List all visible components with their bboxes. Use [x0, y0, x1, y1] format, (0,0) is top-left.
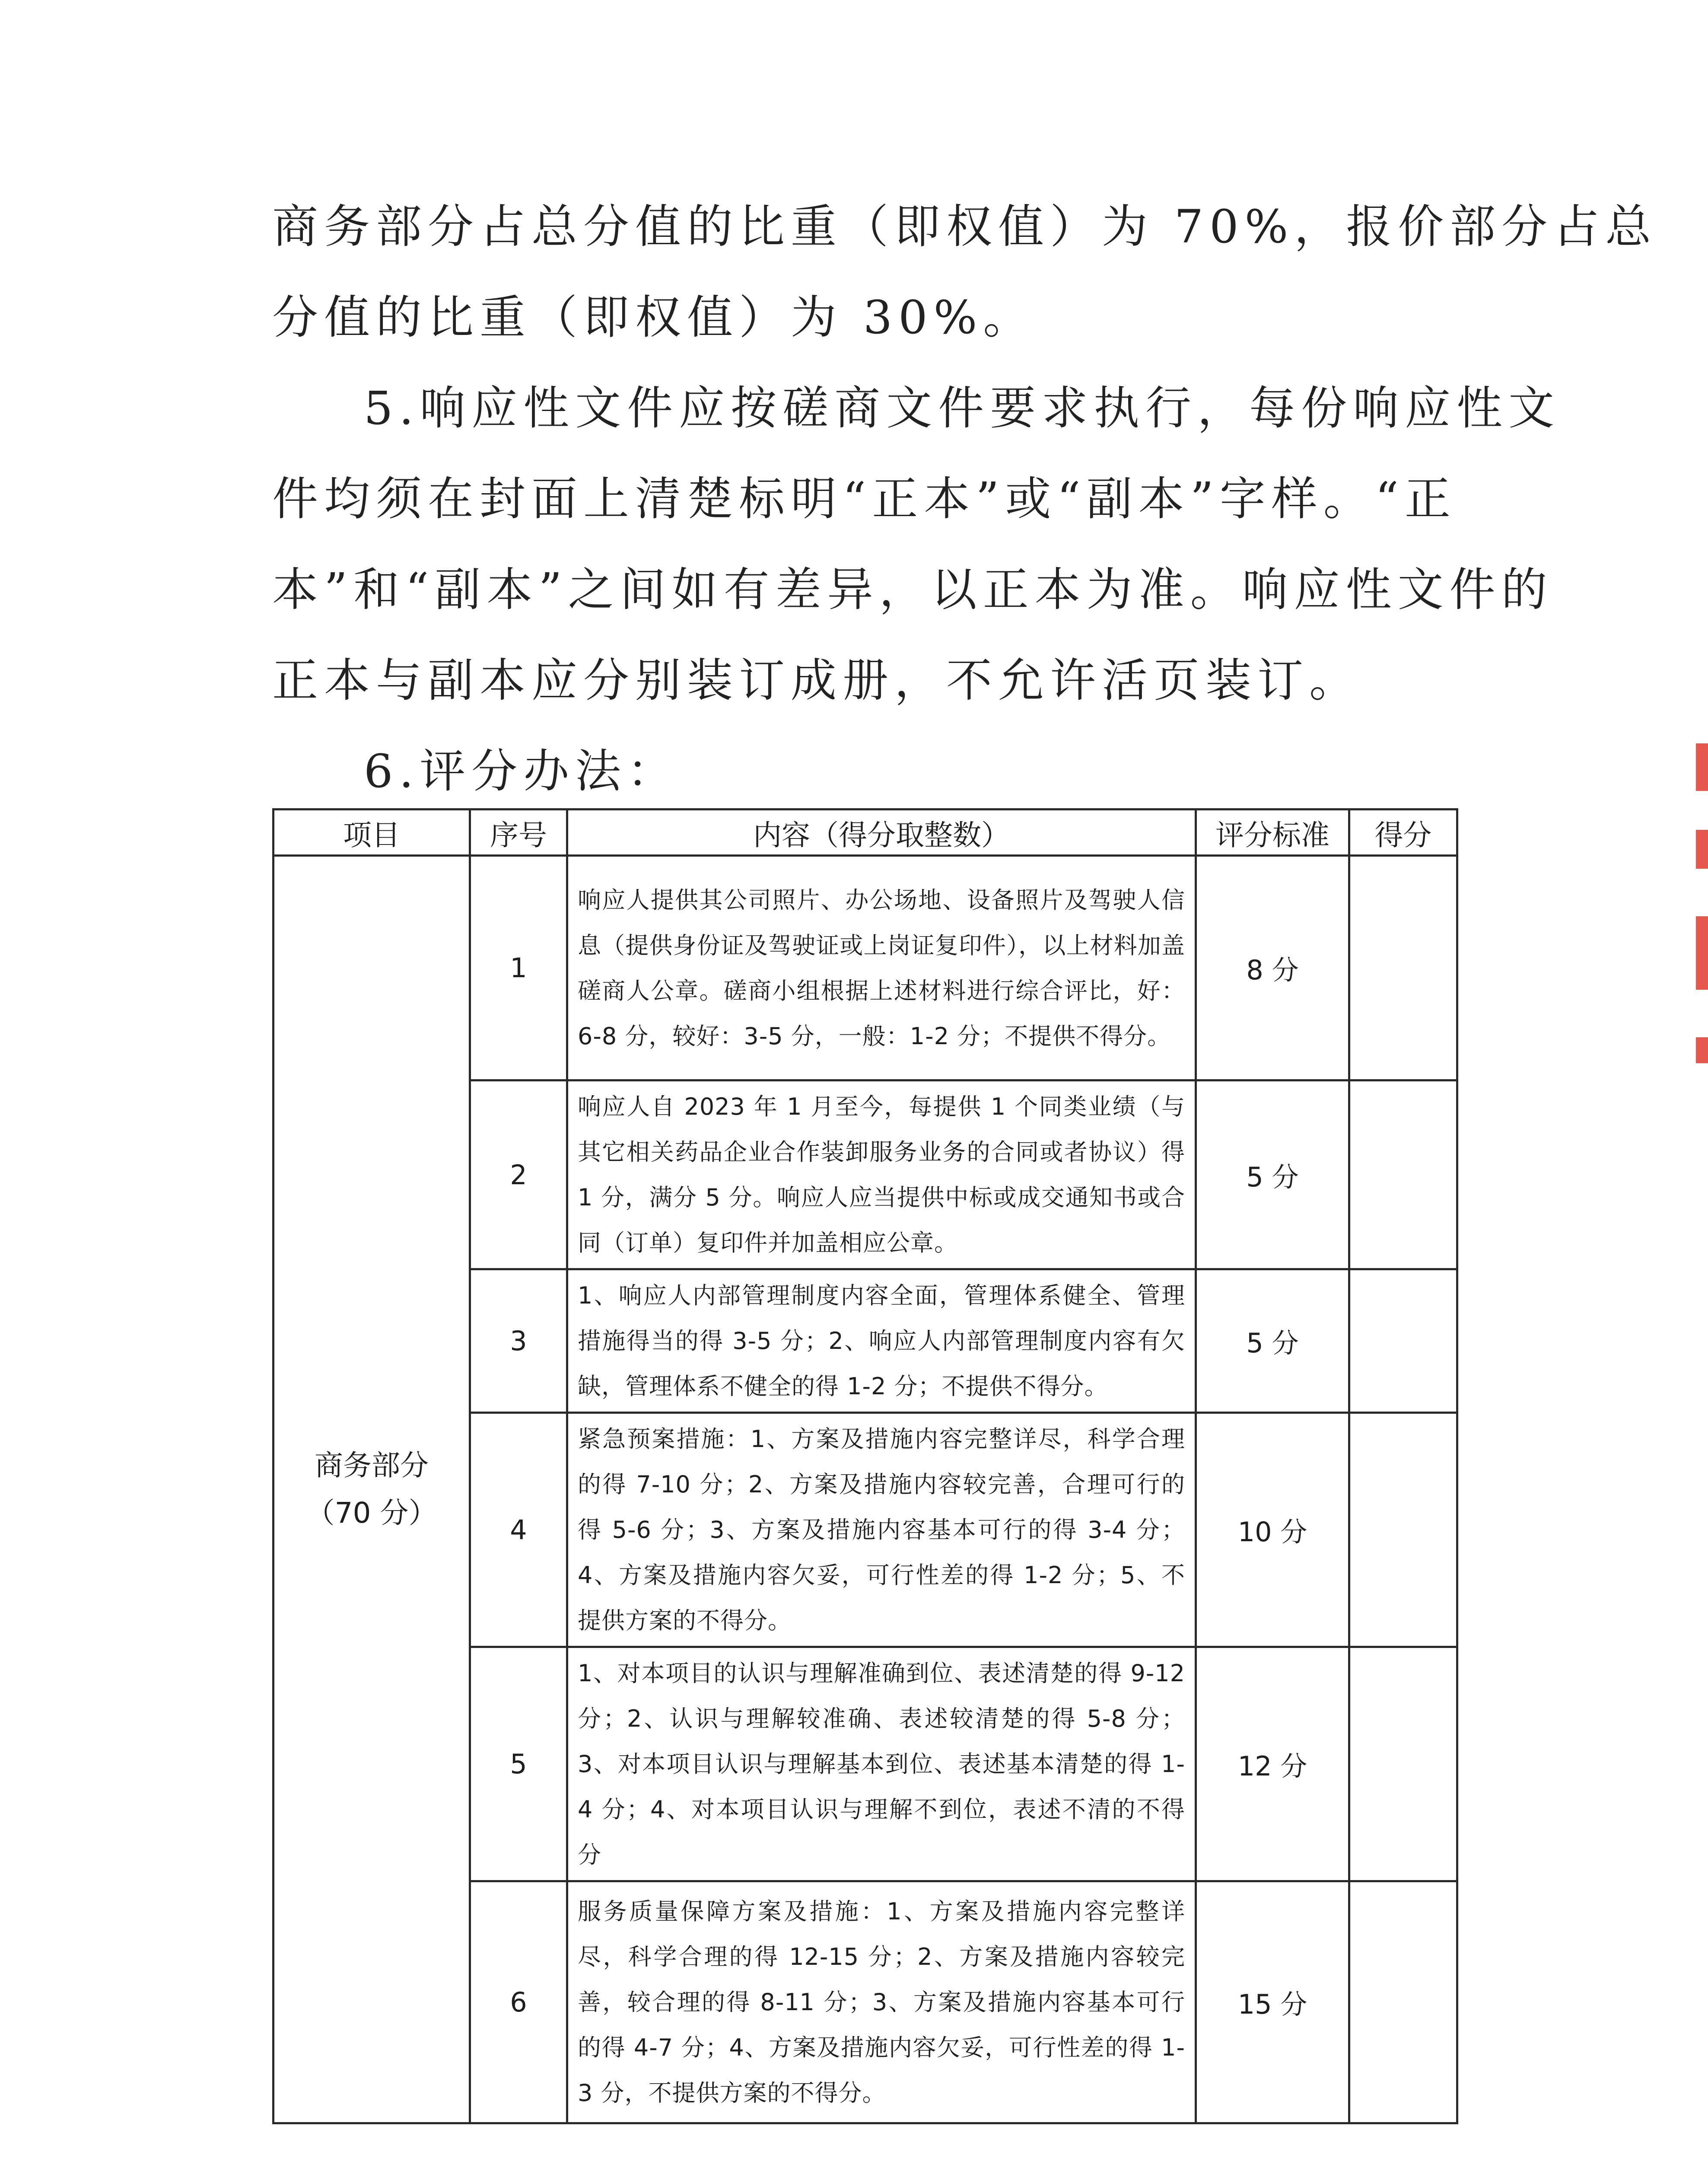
header-content: 内容（得分取整数）: [567, 810, 1196, 856]
row-number: 6: [470, 1881, 567, 2123]
row-number: 5: [470, 1647, 567, 1881]
row-number: 1: [470, 856, 567, 1080]
row-standard: 15 分: [1196, 1881, 1349, 2123]
row-standard: 5 分: [1196, 1080, 1349, 1269]
row-score: [1349, 1647, 1457, 1881]
row-content: 1、响应人内部管理制度内容全面，管理体系健全、管理措施得当的得 3-5 分；2、响应人内部管理制度内容有欠缺，管理体系不健全的得 1-2 分；不提供不得分。: [567, 1269, 1196, 1413]
item6-heading: [272, 726, 1460, 817]
row-score: [1349, 856, 1457, 1080]
row-score: [1349, 1413, 1457, 1647]
header-number: 序号: [470, 810, 567, 856]
row-score: [1349, 1080, 1457, 1269]
header-project: 项目: [274, 810, 470, 856]
table-row: [274, 856, 1457, 1080]
seal-edge-mark: [1696, 1037, 1708, 1063]
text-line: 分值的比重（即权值）为 30%。: [272, 291, 1035, 344]
header-score: 得分: [1349, 810, 1457, 856]
row-standard: 10 分: [1196, 1413, 1349, 1647]
header-standard: 评分标准: [1196, 810, 1349, 856]
project-group-cell: [274, 856, 470, 2123]
text-line: 正本与副本应分别装订成册，不允许活页装订。: [272, 654, 1361, 707]
scoring-table: [272, 808, 1458, 2124]
row-content: 响应人自 2023 年 1 月至今，每提供 1 个同类业绩（与其它相关药品企业合作装卸服务业务的合同或者协议）得 1 分，满分 5 分。响应人应当提供中标或成交通知书或合同（订单）复印件并加盖相应公章。: [567, 1080, 1196, 1269]
text-line: 商务部分占总分值的比重（即权值）为 70%，报价部分占总: [272, 200, 1657, 253]
row-content: 响应人提供其公司照片、办公场地、设备照片及驾驶人信息（提供身份证及驾驶证或上岗证复印件），以上材料加盖磋商人公章。磋商小组根据上述材料进行综合评比，好：6-8 分，较好：3-5 分，一般：1-2 分；不提供不得分。: [567, 856, 1196, 1080]
row-score: [1349, 1881, 1457, 2123]
text-line: 本”和“副本”之间如有差异，以正本为准。响应性文件的: [272, 563, 1553, 616]
group-score: （70 分）: [306, 1496, 437, 1530]
row-score: [1349, 1269, 1457, 1413]
row-content: 服务质量保障方案及措施：1、方案及措施内容完整详尽，科学合理的得 12-15 分；2、方案及措施内容较完善，较合理的得 8-11 分；3、方案及措施内容基本可行的得 4-7 分；4、方案及措施内容欠妥，可行性差的得 1-3 分，不提供方案的不得分。: [567, 1881, 1196, 2123]
row-standard: 12 分: [1196, 1647, 1349, 1881]
row-number: 2: [470, 1080, 567, 1269]
row-standard: 5 分: [1196, 1269, 1349, 1413]
text-line: 5.响应性文件应按磋商文件要求执行，每份响应性文: [364, 382, 1561, 435]
seal-edge-mark: [1696, 830, 1708, 869]
row-standard: 8 分: [1196, 856, 1349, 1080]
row-content: 1、对本项目的认识与理解准确到位、表述清楚的得 9-12 分；2、认识与理解较准确、表述较清楚的得 5-8 分；3、对本项目认识与理解基本到位、表述基本清楚的得 1-4 分；4、对本项目认识与理解不到位，表述不清的不得分: [567, 1647, 1196, 1881]
row-number: 4: [470, 1413, 567, 1647]
group-name: 商务部分: [315, 1449, 429, 1482]
row-number: 3: [470, 1269, 567, 1413]
row-content: 紧急预案措施：1、方案及措施内容完整详尽，科学合理的得 7-10 分；2、方案及措施内容较完善，合理可行的得 5-6 分；3、方案及措施内容基本可行的得 3-4 分；4、方案及措施内容欠妥，可行性差的得 1-2 分；5、不提供方案的不得分。: [567, 1413, 1196, 1647]
item5-paragraph: [272, 363, 1561, 726]
weight-paragraph: [272, 182, 1657, 363]
table-header-row: [274, 810, 1457, 856]
seal-edge-mark: [1696, 916, 1708, 990]
seal-edge-mark: [1696, 743, 1708, 791]
text-line: 6.评分办法：: [364, 745, 679, 798]
text-line: 件均须在封面上清楚标明“正本”或“副本”字样。“正: [272, 472, 1457, 526]
